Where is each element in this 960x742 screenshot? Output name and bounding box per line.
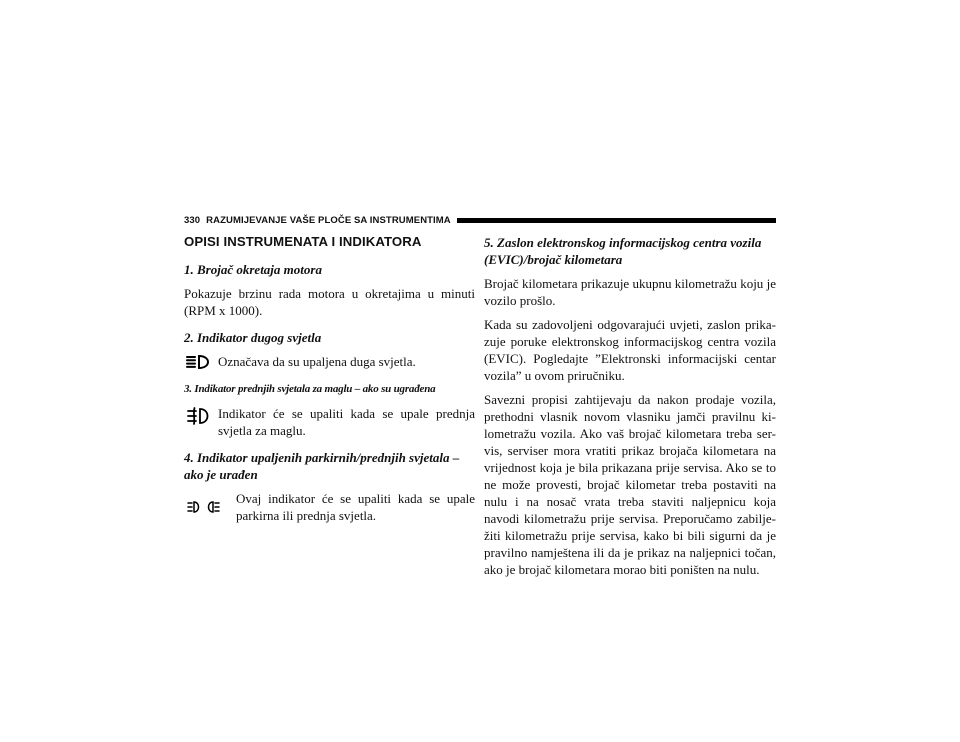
item-1-heading: 1. Brojač okretaja motora xyxy=(184,262,322,277)
parking-light-icon xyxy=(184,490,230,524)
item-2-text: Označava da su upaljena duga svjetla. xyxy=(218,354,416,369)
item-5-heading: 5. Zaslon elektronskog informacijskog centra vozila (EVIC)/brojač kilometara xyxy=(484,235,762,267)
front-fog-light-icon xyxy=(184,405,214,427)
item-4-row xyxy=(184,490,475,524)
item-5-paragraph: Brojač kilometara prikazuje ukupnu kilometražu koju je vozilo prošlo. xyxy=(484,276,776,308)
item-5-paragraph: Kada su zadovoljeni odgovarajući uvjeti, zaslon prika-zuje poruke elektronskog informacijskog centra vozila (EVIC). Pogledajte ”Elektronski informacijski centar vozila” u ovom priručniku. xyxy=(484,317,776,383)
section-title: OPISI INSTRUMENATA I INDIKATORA xyxy=(184,234,422,249)
chapter-title: RAZUMIJEVANJE VAŠE PLOČE SA INSTRUMENTIMA xyxy=(206,214,451,226)
item-5-paragraph: Savezni propisi zahtijevaju da nakon prodaje vozila, prethodni vlasnik novom vlasniku jamči pravilnu ki-lometražu vozila. Ako vaš brojač kilometara treba ser-vis, serviser mora vratiti prikaz brojača kilometara na vrijednost koja je bila prikazana prije servisa. Ako se to ne može provesti, brojač kilometar treba postaviti na nulu i na nosač vrata treba staviti naljepnicu koja navodi kilometražu prije servisa. Preporučamo zabilje-žiti kilometražu prije servisa, kako bi bili sigurni da je pravilno namještena ili da je prikaz na naljepnici točan, ako je brojač kilometara morao biti poništen na nulu. xyxy=(484,392,776,577)
header-rule xyxy=(457,218,776,223)
right-column xyxy=(484,234,776,578)
item-4-heading: 4. Indikator upaljenih parkirnih/prednjih svjetala – ako je urađen xyxy=(184,450,460,482)
left-column xyxy=(184,234,475,524)
item-2-row xyxy=(184,353,475,371)
item-2-heading: 2. Indikator dugog svjetla xyxy=(184,330,322,345)
item-3-row xyxy=(184,405,475,439)
item-3-text: Indikator će se upaliti kada se upale prednja svjetla za maglu. xyxy=(218,406,475,438)
item-3-heading: 3. Indikator prednjih svjetala za maglu – ako su ugrađena xyxy=(184,383,436,395)
item-1-text: Pokazuje brzinu rada motora u okretajima u minuti (RPM x 1000). xyxy=(184,286,475,318)
page-number: 330 xyxy=(184,214,201,226)
high-beam-icon xyxy=(184,353,214,371)
item-4-text: Ovaj indikator će se upaliti kada se upale parkirna ili prednja svjetla. xyxy=(236,491,475,523)
page-header xyxy=(184,211,776,229)
